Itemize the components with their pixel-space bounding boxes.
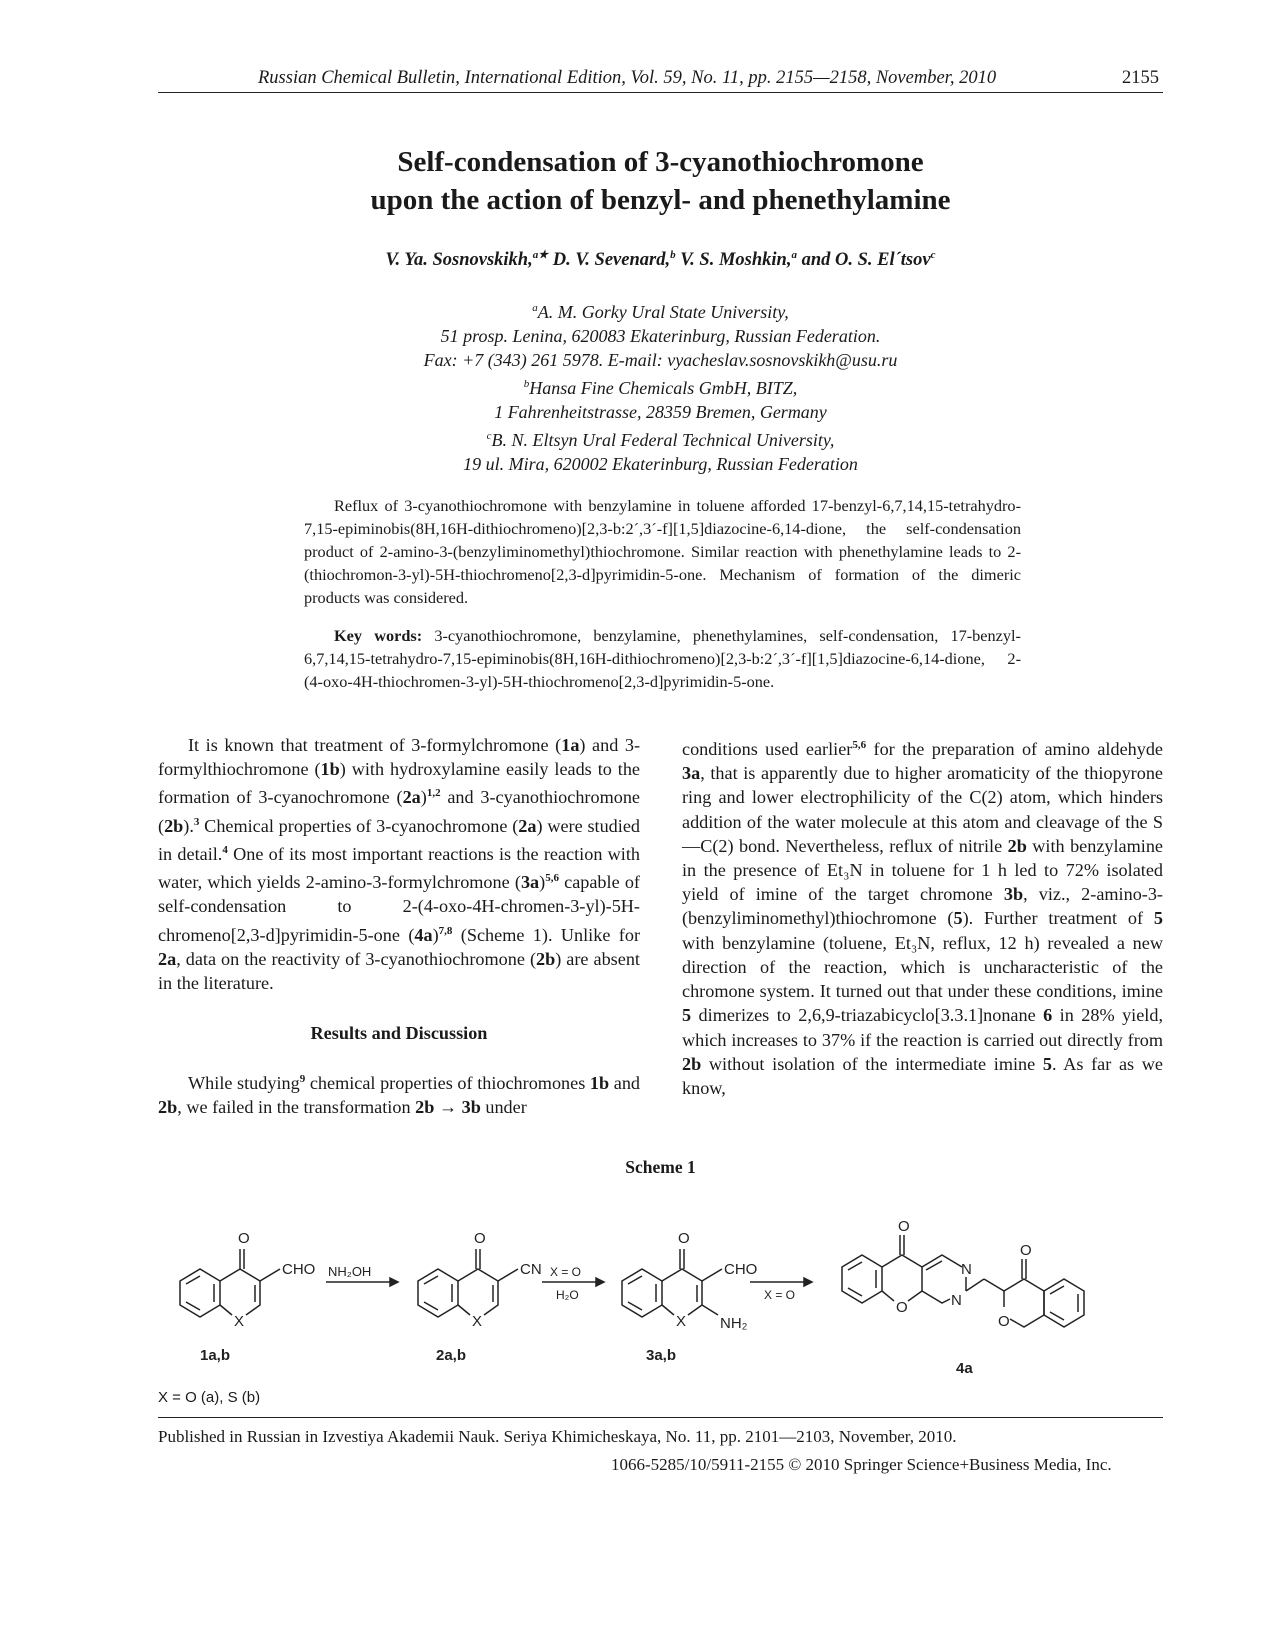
label-oxygen: O — [474, 1230, 486, 1247]
text-run: ) — [432, 924, 439, 945]
text-run: conditions used earlier — [682, 739, 853, 760]
affiliation-mark: b — [523, 378, 530, 390]
header-rule — [158, 92, 1163, 93]
label-cho: CHO — [282, 1261, 316, 1278]
affiliation-text: Fax: +7 (343) 261 5978. E-mail: vyacheslav.sosnovskikh@usu.ru — [423, 350, 898, 370]
compound-ref: 3a — [682, 763, 701, 784]
page-number: 2155 — [1122, 68, 1159, 88]
author-mark: a — [791, 249, 797, 261]
text-run: with benzylamine (toluene, Et₃N, reflux, 12 h) revealed a new direction of the reaction, which is uncharacteristic of the chromone system. It turned out that under these conditions, imine — [682, 932, 1163, 1002]
author-list — [158, 248, 1163, 271]
citation: 7,8 — [438, 924, 453, 937]
compound-ref: 3a — [520, 872, 540, 893]
text-run: ) — [420, 787, 427, 808]
text-run: with benzylamine in the presence of Et₃N in toluene for 1 h led to 72% isolated yield of imine of the target chromone — [682, 835, 1163, 905]
compound-ref: 1b — [320, 759, 340, 780]
affiliations — [158, 296, 1163, 476]
label-x: X — [234, 1313, 245, 1330]
affiliation-line — [158, 424, 1163, 452]
citation: 5,6 — [852, 739, 867, 751]
text-run: capable of self-condensation to 2-(4-oxo-4H-chromen-3-yl)-5H-chromeno[2,3-d]pyrimidin-5-one ( — [158, 872, 640, 945]
scheme-x-note: X = O (a), S (b) — [158, 1389, 261, 1406]
copyright-line: 1066-5285/10/5911-2155 © 2010 Springer Science+Business Media, Inc. — [611, 1455, 1112, 1474]
article-title — [158, 143, 1163, 219]
affiliation-text: Hansa Fine Chemicals GmbH, BITZ, — [529, 378, 798, 398]
label-oxygen: O — [678, 1230, 690, 1247]
reagent-water: H₂O — [556, 1288, 579, 1302]
scheme-title: Scheme 1 — [625, 1157, 696, 1177]
citation: 3 — [193, 815, 200, 828]
compound-2ab-structure — [418, 1249, 518, 1317]
text-run: and — [609, 1073, 641, 1094]
text-run: ) — [539, 872, 546, 893]
text-run: Chemical properties of 3-cyanochromone ( — [199, 815, 519, 836]
arrowhead — [390, 1278, 398, 1286]
compound-ref: 6 — [1043, 1005, 1053, 1026]
affiliation-mark: c — [486, 430, 492, 442]
title-line-2: upon the action of benzyl- and phenethylamine — [370, 184, 951, 216]
compound-1ab-structure — [180, 1249, 280, 1317]
text-run: dimerizes to 2,6,9-triazabicyclo[3.3.1]nonane — [691, 1005, 1044, 1026]
label-oxygen: O — [898, 1218, 910, 1235]
arrowhead — [804, 1278, 812, 1286]
label-nh2: NH₂ — [720, 1315, 748, 1332]
author-name: V. Ya. Sosnovskikh, — [385, 250, 533, 271]
arrowhead — [596, 1278, 604, 1286]
text-run: It is known that treatment of 3-formylchromone ( — [188, 735, 562, 755]
citation: 4 — [222, 843, 228, 856]
compound-label-4a: 4a — [956, 1360, 973, 1377]
text-run: in 28% yield, which increases to 37% if the reaction is carried out directly from — [682, 1005, 1163, 1050]
text-run: ) were studied in detail. — [158, 815, 640, 864]
citation: 1,2 — [426, 787, 441, 800]
footer-rule — [158, 1417, 1163, 1418]
compound-ref: 2b — [1007, 835, 1027, 856]
author-name: V. S. Moshkin, — [675, 250, 792, 271]
compound-label-1ab: 1a,b — [200, 1347, 231, 1364]
label-oxygen: O — [1020, 1242, 1032, 1259]
affiliation-line — [158, 348, 1163, 372]
compound-ref: 3b — [1003, 884, 1024, 905]
affiliation-line — [158, 296, 1163, 324]
label-oxygen: O — [998, 1313, 1010, 1330]
compound-ref: 5 — [1042, 1053, 1052, 1074]
text-run: ). — [183, 815, 194, 836]
compound-3ab-structure — [622, 1249, 722, 1317]
label-x: X — [472, 1313, 483, 1330]
compound-label-3ab: 3a,b — [646, 1347, 677, 1364]
section-heading: Results and Discussion — [310, 1023, 488, 1043]
text-run: One of its most important reactions is the reaction with water, which yields 2-amino-3-formylchromone ( — [158, 844, 641, 893]
author-mark: a★ — [532, 249, 549, 261]
citation: 5,6 — [545, 872, 559, 885]
label-nitrogen: N — [951, 1292, 962, 1309]
abstract: Reflux of 3-cyanothiochromone with benzylamine in toluene afforded 17-benzyl-6,7,14,15-tetrahydro-7,15-epiminobis(8H,16H-dithiochromeno)[2,3-b:2´,3´-f][1,5]diazocine-6,14-dione, the self-condensation product of 2-amino-3-(benzyliminomethyl)thiochromone. Similar reaction with phenethylamine leads to 2-(thiochromon-3-yl)-5H-thiochromeno[2,3-d]pyrimidin-5-one. Mechanism of formation of the dimeric products was considered. — [304, 496, 1021, 607]
title-line-1: Self-condensation of 3-cyanothiochromone — [397, 146, 924, 178]
compound-ref: 2b — [164, 815, 184, 836]
compound-ref: 2a — [402, 787, 421, 808]
text-run: (Scheme 1). Unlike for — [452, 924, 640, 945]
author-mark: c — [930, 249, 936, 261]
text-run: ) are absent in the literature. — [158, 948, 640, 994]
text-run: ) with hydroxylamine easily leads to the formation of 3-cyanochromone ( — [158, 759, 640, 808]
compound-ref: 1b — [589, 1073, 610, 1094]
text-run: and 3-cyanothiochromone ( — [158, 787, 640, 836]
affiliation-text: 1 Fahrenheitstrasse, 28359 Bremen, Germany — [494, 402, 827, 422]
citation: 9 — [299, 1073, 306, 1085]
body-right-paragraph — [682, 733, 1163, 1100]
affiliation-line — [158, 324, 1163, 348]
affiliation-line — [158, 400, 1163, 424]
compound-ref: 5 — [682, 1005, 692, 1026]
compound-ref: 5 — [953, 908, 963, 929]
affiliation-line — [158, 452, 1163, 476]
compound-ref: 2b → 3b — [415, 1097, 481, 1118]
affiliation-text: A. M. Gorky Ural State University, — [537, 302, 789, 322]
text-run: chemical properties of thiochromones — [305, 1073, 590, 1094]
text-run: While studying — [188, 1073, 300, 1094]
label-oxygen: O — [896, 1299, 908, 1316]
affiliation-text: 51 prosp. Lenina, 620083 Ekaterinburg, Russian Federation. — [440, 326, 881, 346]
label-cho: CHO — [724, 1261, 758, 1278]
compound-ref: 2b — [536, 948, 556, 969]
affiliation-line — [158, 372, 1163, 400]
compound-4a-structure — [842, 1235, 1084, 1327]
text-run: for the preparation of amino aldehyde — [866, 739, 1163, 760]
author-name: and O. S. El´tsov — [796, 250, 931, 271]
text-run: without isolation of the intermediate imine — [701, 1053, 1043, 1074]
affiliation-text: 19 ul. Mira, 620002 Ekaterinburg, Russian Federation — [463, 454, 858, 474]
label-cn: CN — [520, 1261, 542, 1278]
journal-header: Russian Chemical Bulletin, International Edition, Vol. 59, No. 11, pp. 2155—2158, November, 2010 — [258, 68, 997, 88]
compound-ref: 2a — [518, 815, 537, 836]
compound-ref: 2b — [158, 1097, 178, 1118]
text-run: ) and 3-formylthiochromone ( — [158, 735, 640, 780]
author-name: D. V. Sevenard, — [548, 250, 671, 271]
compound-ref: 2b — [682, 1053, 702, 1074]
reagent-nh2oh: NH₂OH — [328, 1264, 372, 1279]
text-run: , that is apparently due to higher aromaticity of the thiopyrone ring and lower electrophilicity of the C(2) atom, which hinders addition of the water molecule at this atom and cleavage of the S—C(2) bond. Nevertheless, reflux of nitrile — [682, 763, 1163, 856]
label-nitrogen: N — [961, 1261, 972, 1278]
text-run: , data on the reactivity of 3-cyanothiochromone ( — [176, 948, 537, 969]
compound-ref: 2a — [158, 948, 177, 969]
publication-note: Published in Russian in Izvestiya Akademii Nauk. Seriya Khimicheskaya, No. 11, pp. 2101—2103, November, 2010. — [158, 1427, 957, 1446]
keywords — [304, 624, 1021, 693]
label-oxygen: O — [238, 1230, 250, 1247]
body-left-paragraph-2 — [158, 1067, 640, 1119]
text-run: . As far as we know, — [682, 1053, 1163, 1098]
compound-label-2ab: 2a,b — [436, 1347, 467, 1364]
label-x: X — [676, 1313, 687, 1330]
text-run: under — [480, 1097, 527, 1118]
body-left-paragraph-1 — [158, 733, 640, 995]
compound-ref: 1a — [561, 735, 580, 755]
text-run: , we failed in the transformation — [177, 1097, 416, 1118]
keywords-text: 3-cyanothiochromone, benzylamine, phenethylamines, self-condensation, 17-benzyl-6,7,14,15-tetrahydro-7,15-epiminobis(8H,16H-dithiochromeno)[2,3-b:2´,3´-f][1,5]diazocine-6,14-dione, 2-(4-oxo-4H-thiochromen-3-yl)-5H-thiochromeno[2,3-d]pyrimidin-5-one. — [304, 626, 1021, 691]
text-run: ). Further treatment of — [962, 908, 1154, 929]
affiliation-text: B. N. Eltsyn Ural Federal Technical University, — [491, 430, 835, 450]
author-mark: b — [670, 249, 676, 261]
keywords-label: Key words: — [334, 626, 423, 645]
reagent-x-eq-o: X = O — [764, 1288, 796, 1302]
compound-ref: 5 — [1153, 908, 1163, 929]
reaction-scheme — [158, 1205, 1158, 1380]
affiliation-mark: a — [532, 302, 538, 314]
compound-ref: 4a — [414, 924, 433, 945]
reagent-x-eq-o: X = O — [550, 1265, 582, 1279]
text-run: , viz., 2-amino-3-(benzyliminomethyl)thiochromone ( — [682, 884, 1163, 929]
